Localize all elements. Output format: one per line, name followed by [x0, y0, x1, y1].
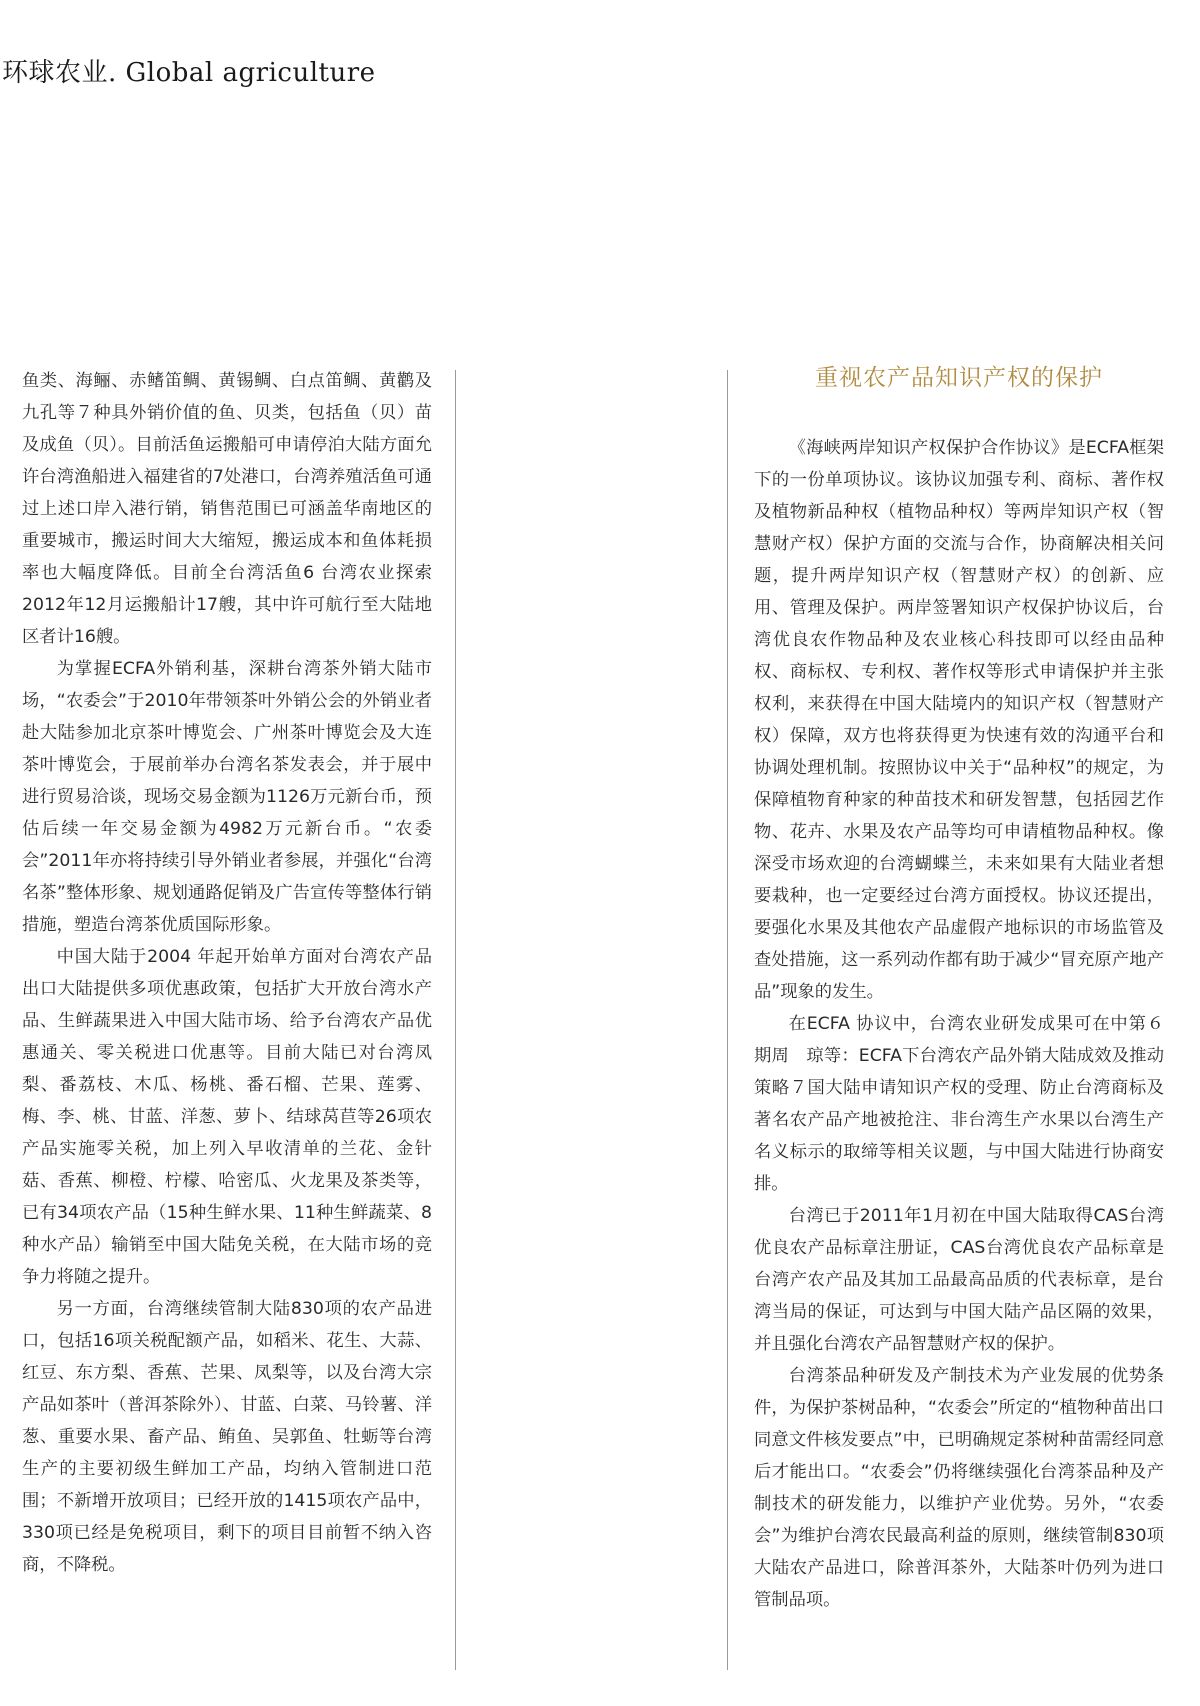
section-heading: 重视农产品知识产权的保护	[815, 365, 1103, 391]
left-paragraph-2: 为掌握ECFA外销利基，深耕台湾茶外销大陆市场，“农委会”于2010年带领茶叶外销公会的外销业者赴大陆参加北京茶叶博览会、广州茶叶博览会及大连茶叶博览会，于展前举办台湾名茶发表会，并于展中进行贸易洽谈，现场交易金额为1126万元新台币，预估后续一年交易金额为4982万元新台币。“农委会”2011年亦将持续引导外销业者参展，并强化“台湾名茶”整体形象、规划通路促销及广告宣传等整体行销措施，塑造台湾茶优质国际形象。	[22, 659, 432, 935]
right-column-divider	[727, 370, 728, 1670]
right-paragraph-3: 台湾已于2011年1月初在中国大陆取得CAS台湾优良农产品标章注册证，CAS台湾优良农产品标章是台湾产农产品及其加工品最高品质的代表标章，是台湾当局的保证，可达到与中国大陆产品区隔的效果，并且强化台湾农产品智慧财产权的保护。	[754, 1206, 1164, 1354]
right-paragraph-2: 在ECFA 协议中，台湾农业研发成果可在中第６期周 琼等：ECFA下台湾农产品外销大陆成效及推动策略７国大陆申请知识产权的受理、防止台湾商标及著名农产品产地被抢注、非台湾生产水果以台湾生产名义标示的取缔等相关议题，与中国大陆进行协商安排。	[754, 1014, 1164, 1194]
right-text-column	[754, 432, 1164, 1616]
left-column-divider	[455, 370, 456, 1670]
left-paragraph-3: 中国大陆于2004 年起开始单方面对台湾农产品出口大陆提供多项优惠政策，包括扩大开放台湾水产品、生鲜蔬果进入中国大陆市场、给予台湾农产品优惠通关、零关税进口优惠等。目前大陆已对台湾凤梨、番荔枝、木瓜、杨桃、番石榴、芒果、莲雾、梅、李、桃、甘蓝、洋葱、萝卜、结球莴苣等26项农产品实施零关税，加上列入早收清单的兰花、金针菇、香蕉、柳橙、柠檬、哈密瓜、火龙果及茶类等，已有34项农产品（15种生鲜水果、11种生鲜蔬菜、8种水产品）输销至中国大陆免关税，在大陆市场的竞争力将随之提升。	[22, 947, 432, 1287]
left-text-column	[22, 365, 432, 1581]
right-paragraph-1: 《海峡两岸知识产权保护合作协议》是ECFA框架下的一份单项协议。该协议加强专利、商标、著作权及植物新品种权（植物品种权）等两岸知识产权（智慧财产权）保护方面的交流与合作，协商解决相关问题，提升两岸知识产权（智慧财产权）的创新、应用、管理及保护。两岸签署知识产权保护协议后，台湾优良农作物品种及农业核心科技即可以经由品种权、商标权、专利权、著作权等形式申请保护并主张权利，来获得在中国大陆境内的知识产权（智慧财产权）保障，双方也将获得更为快速有效的沟通平台和协调处理机制。按照协议中关于“品种权”的规定，为保障植物育种家的种苗技术和研发智慧，包括园艺作物、花卉、水果及农产品等均可申请植物品种权。像深受市场欢迎的台湾蝴蝶兰，未来如果有大陆业者想要栽种，也一定要经过台湾方面授权。协议还提出，要强化水果及其他农产品虚假产地标识的市场监管及查处措施，这一系列动作都有助于减少“冒充原产地产品”现象的发生。	[754, 438, 1164, 1002]
left-paragraph-1: 鱼类、海鲡、赤鳍笛鲷、黄锡鲷、白点笛鲷、黄鹳及九孔等７种具外销价值的鱼、贝类，包括鱼（贝）苗及成鱼（贝）。目前活鱼运搬船可申请停泊大陆方面允许台湾渔船进入福建省的7处港口，台湾养殖活鱼可通过上述口岸入港行销，销售范围已可涵盖华南地区的重要城市，搬运时间大大缩短，搬运成本和鱼体耗损率也大幅度降低。目前全台湾活鱼6 台湾农业探索2012年12月运搬船计17艘，其中许可航行至大陆地区者计16艘。	[22, 371, 432, 647]
left-paragraph-4: 另一方面，台湾继续管制大陆830项的农产品进口，包括16项关税配额产品，如稻米、花生、大蒜、红豆、东方梨、香蕉、芒果、凤梨等，以及台湾大宗产品如茶叶（普洱茶除外）、甘蓝、白菜、马铃薯、洋葱、重要水果、畜产品、鲔鱼、吴郭鱼、牡蛎等台湾生产的主要初级生鲜加工产品，均纳入管制进口范围；不新增开放项目；已经开放的1415项农产品中，330项已经是免税项目，剩下的项目目前暂不纳入咨商，不降税。	[22, 1299, 432, 1575]
magazine-section-header: 环球农业. Global agriculture	[2, 58, 376, 88]
right-paragraph-4: 台湾茶品种研发及产制技术为产业发展的优势条件，为保护茶树品种，“农委会”所定的“植物种苗出口同意文件核发要点”中，已明确规定茶树种苗需经同意后才能出口。“农委会”仍将继续强化台湾茶品种及产制技术的研发能力，以维护产业优势。另外，“农委会”为维护台湾农民最高利益的原则，继续管制830项大陆农产品进口，除普洱茶外，大陆茶叶仍列为进口管制品项。	[754, 1366, 1164, 1610]
